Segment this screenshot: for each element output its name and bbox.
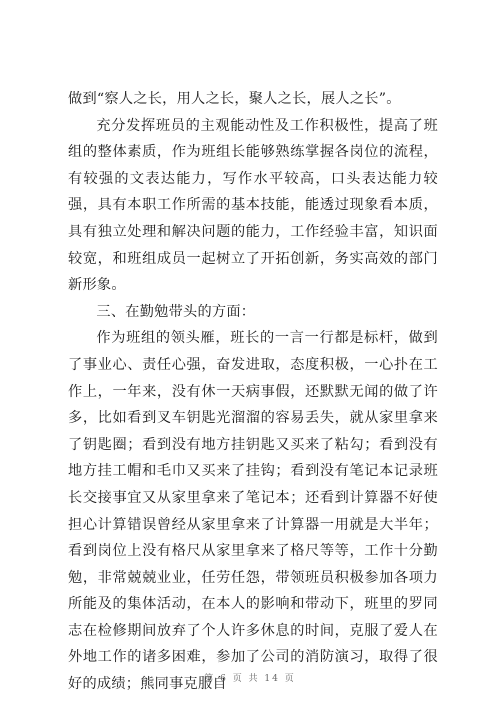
page-number-footer: 第 6 页 共 14 页 — [204, 674, 296, 684]
paragraph-1: 做到“察人之长，用人之长，聚人之长，展人之长”。 — [68, 91, 401, 107]
document-body — [68, 86, 438, 698]
paragraph-2: 充分发挥班员的主观能动性及工作积极性，提高了班组的整体素质，作为班组长能够熟练掌握各岗位的流程，有较强的文表达能力，写作水平较高，口头表达能力较强，具有本职工作所需的基本技能，能透过现象看本质，具有独立处理和解决问题的能力，工作经验丰富，知识面较宽，和班组成员一起树立了开拓创新，务实高效的部门新形象。 — [68, 117, 438, 294]
paragraph-3: 作为班组的领头雁，班长的一言一行都是标杆，做到了事业心、责任心强，奋发进取，态度积极，一心扑在工作上，一年来，没有休一天病事假，还默默无闻的做了许多，比如看到叉车钥匙光溜溜的容易丢失，就从家里拿来了钥匙圈；看到没有地方挂钥匙又买来了粘勾；看到没有地方挂工帽和毛巾又买来了挂钩；看到没有笔记本记录班长交接事宜又从家里拿来了笔记本；还看到计算器不好使担心计算错误曾经从家里拿来了计算器一用就是大半年；看到岗位上没有格尺从家里拿来了格尺等等，工作十分勤勉，非常兢兢业业，任劳任怨，带领班员积极参加各项力所能及的集体活动，在本人的影响和带动下，班里的罗同志在检修期间放弃了个人许多休息的时间，克服了爱人在外地工作的诸多困难，参加了公司的消防演习，取得了很好的成绩；熊同事克服自 — [68, 330, 438, 693]
section-heading: 三、在勤勉带头的方面： — [96, 303, 256, 320]
